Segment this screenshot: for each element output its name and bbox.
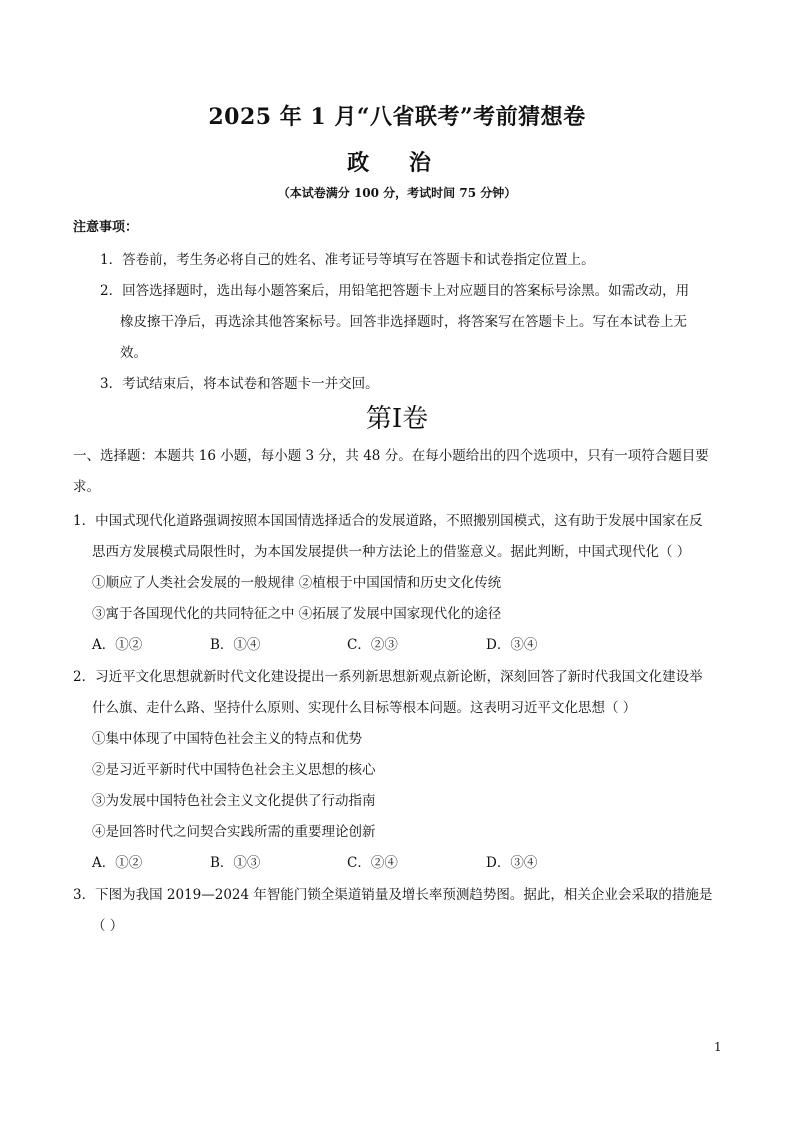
- question-3-stem-line-1: 3．下图为我国 2019—2024 年智能门锁全渠道销量及增长率预测趋势图。据此，相关企业会采取的措施是: [73, 887, 713, 903]
- notice-item-3: 3．考试结束后，将本试卷和答题卡一并交回。: [100, 376, 379, 392]
- notice-item-2-line-3: 效。: [120, 345, 147, 361]
- question-2-statement-line-3: ③为发展中国特色社会主义文化提供了行动指南: [92, 793, 376, 809]
- question-1-statement-line-2: ③寓于各国现代化的共同特征之中 ④拓展了发展中国家现代化的途径: [92, 606, 502, 622]
- question-1-option-b: B．①④: [210, 637, 261, 653]
- notice-item-2-line-2: 橡皮擦干净后，再选涂其他答案标号。回答非选择题时，将答案写在答题卡上。写在本试卷上无: [120, 314, 687, 330]
- question-1-option-d: D．③④: [486, 637, 538, 653]
- exam-note: （本试卷满分 100 分，考试时间 75 分钟）: [277, 186, 517, 200]
- subject-title: 政 治: [347, 150, 447, 176]
- question-2-option-d: D．③④: [486, 855, 538, 871]
- question-2-statement-line-4: ④是回答时代之问契合实践所需的重要理论创新: [92, 824, 376, 840]
- notice-item-1: 1．答卷前，考生务必将自己的姓名、准考证号等填写在答题卡和试卷指定位置上。: [100, 252, 595, 268]
- volume-title: 第I卷: [365, 404, 429, 434]
- question-2-option-a: A．①②: [92, 855, 143, 871]
- question-1-option-a: A．①②: [92, 637, 143, 653]
- question-2-stem-line-1: 2．习近平文化思想就新时代文化建设提出一系列新思想新观点新论断，深刻回答了新时代我国文化建设举: [73, 669, 703, 685]
- question-3-stem-line-2: （ ）: [92, 918, 124, 934]
- question-2-statement-line-2: ②是习近平新时代中国特色社会主义思想的核心: [92, 762, 376, 778]
- question-1-stem-line-2: 思西方发展模式局限性时，为本国发展提供一种方法论上的借鉴意义。据此判断，中国式现代化（ ）: [92, 544, 691, 560]
- question-2-option-b: B．①③: [210, 855, 261, 871]
- notice-heading: 注意事项：: [73, 220, 139, 235]
- page-number: 1: [714, 1040, 722, 1054]
- question-1-stem-line-1: 1．中国式现代化道路强调按照本国国情选择适合的发展道路，不照搬别国模式，这有助于发展中国家在反: [73, 513, 703, 529]
- section-one-heading-line-1: 一、选择题：本题共 16 小题，每小题 3 分，共 48 分。在每小题给出的四个选项中，只有一项符合题目要: [73, 448, 709, 464]
- question-1-option-c: C．②③: [347, 637, 398, 653]
- question-2-statement-line-1: ①集中体现了中国特色社会主义的特点和优势: [92, 731, 362, 747]
- question-1-statement-line-1: ①顺应了人类社会发展的一般规律 ②植根于中国国情和历史文化传统: [92, 575, 502, 591]
- section-one-heading-line-2: 求。: [73, 479, 100, 495]
- question-2-option-c: C．②④: [347, 855, 398, 871]
- question-2-stem-line-2: 什么旗、走什么路、坚持什么原则、实现什么目标等根本问题。这表明习近平文化思想（ ）: [92, 700, 637, 716]
- notice-item-2-line-1: 2．回答选择题时，选出每小题答案后，用铅笔把答题卡上对应题目的答案标号涂黑。如需改动，用: [100, 283, 690, 299]
- page-title: 2025 年 1 月“八省联考”考前猜想卷: [208, 104, 586, 130]
